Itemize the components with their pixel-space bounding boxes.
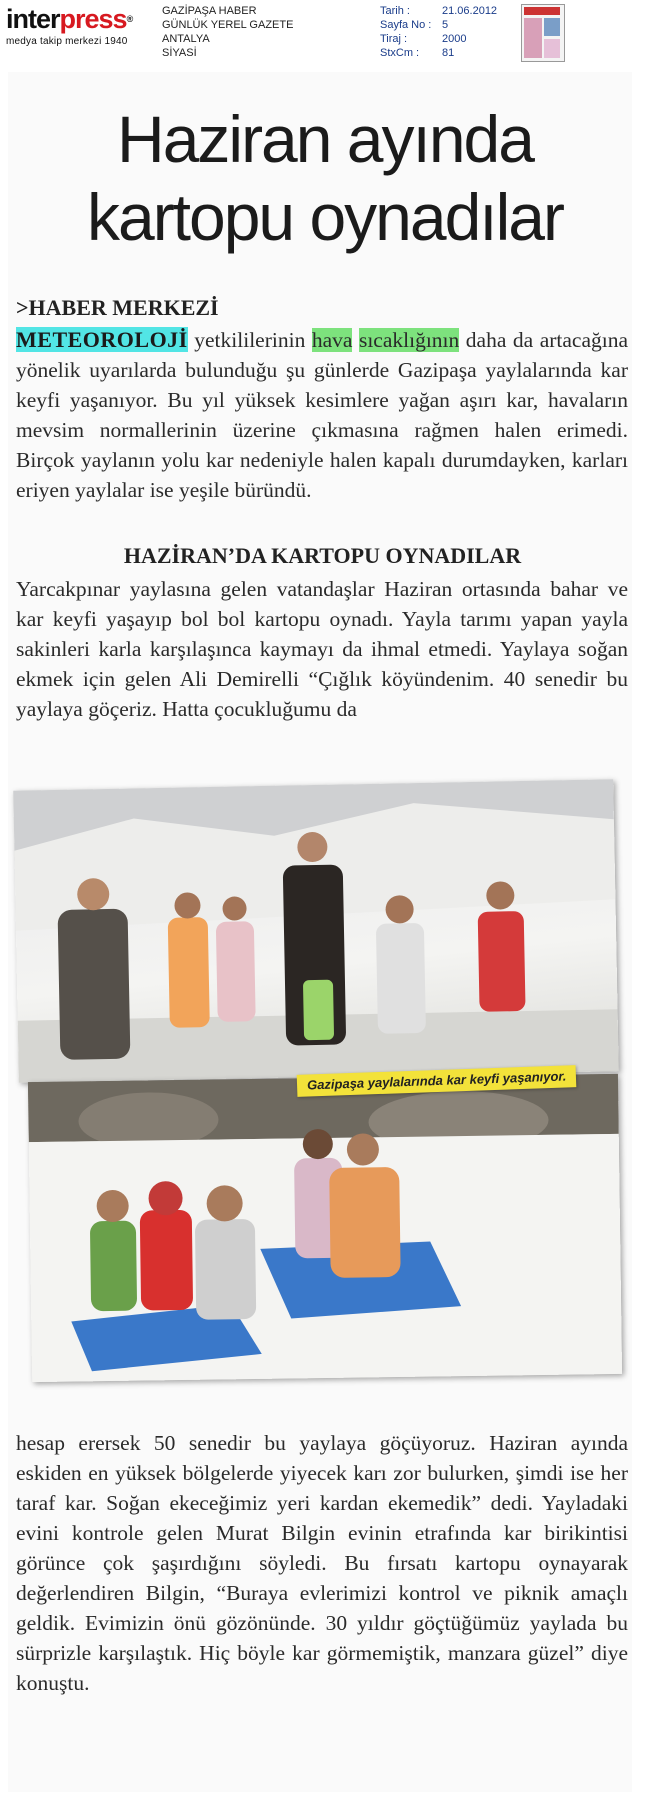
- lead-paragraph: [16, 325, 628, 505]
- headline-line-2: kartopu oynadılar: [87, 180, 563, 254]
- logo-wordmark: [6, 4, 156, 34]
- thumbnail-block: [524, 18, 542, 58]
- meta-key: Sayfa No :: [380, 19, 432, 31]
- lead-text: daha da artacağına yönelik uyarılarda bulunduğu şu günlerde Gazipaşa yaylalarında kar keyfi yaşanıyor. Bu yıl yüksek kesimlere yağan aşırı kar, havaların mevsim normallerinin üzerine çıkmasına rağmen halen erimedi. Birçok yaylanın yolu kar nedeniyle halen kapalı durumdayken, karları eriyen yaylalar ise yeşile büründü.: [16, 328, 629, 502]
- lead-highlight-sicakligi: sıcaklığının: [358, 328, 460, 352]
- clipping-header: [0, 0, 645, 70]
- publication-info: [162, 4, 293, 60]
- photo-caption: Gazipaşa yaylalarında kar keyfi yaşanıyor.: [297, 1065, 577, 1097]
- publication-city: ANTALYA: [162, 33, 210, 45]
- photo-sledding-kids-image: [28, 1074, 622, 1382]
- headline-line-1: Haziran ayında: [117, 102, 533, 176]
- meta-row-page: [380, 18, 497, 32]
- article-dateline: >HABER MERKEZİ: [16, 295, 219, 320]
- logo-inter: inter: [6, 4, 60, 34]
- body-paragraph-1: Yarcakpınar yaylasına gelen vatandaşlar Haziran ortasında bahar ve kar keyfi yaşayıp bol bol kartopu oynadı. Yayla tarımı yapan yayla sakinleri karla karşılaşınca kaymayı da ihmal etmedi. Yaylaya soğan ekmek için gelen Ali Demirelli “Çığlık köyündenim. 40 senedir bu yaylaya göçeriz. Hatta çocukluğumu da: [16, 577, 628, 721]
- logo-press: press: [59, 4, 127, 34]
- logo-tagline: medya takip merkezi 1940: [6, 36, 128, 47]
- publication-category: SİYASİ: [162, 47, 197, 59]
- meta-key: Tiraj :: [380, 33, 408, 45]
- meta-key: Tarih :: [380, 5, 410, 17]
- interpress-logo: [6, 4, 156, 48]
- meta-value: 81: [442, 47, 455, 59]
- page-thumbnail: [521, 4, 565, 62]
- meta-key: StxCm :: [380, 47, 420, 59]
- lead-highlight-hava: hava: [311, 328, 353, 352]
- photo-snow-group: [13, 779, 618, 1082]
- logo-registered-mark: ®: [126, 14, 133, 24]
- thumbnail-block: [544, 39, 560, 58]
- meta-value: 5: [442, 19, 449, 31]
- thumbnail-block: [524, 7, 560, 15]
- publication-name: GAZİPAŞA HABER: [162, 5, 257, 17]
- paper-type: GÜNLÜK YEREL GAZETE: [162, 19, 294, 31]
- thumbnail-block: [544, 18, 560, 36]
- meta-row-stxcm: [380, 46, 497, 60]
- photo-sledding-kids: [28, 1074, 622, 1382]
- article-headline: [20, 100, 630, 256]
- lead-word: yetkililerinin: [194, 328, 306, 352]
- meta-row-circulation: [380, 32, 497, 46]
- body-paragraph-2: hesap erersek 50 senedir bu yaylaya göçüyoruz. Haziran ayında eskiden en yüksek bölgelerde yiyecek karı zor bulurken, şimdi ise her taraf kar. Soğan ekeceğimiz yeri kardan ekemedik” dedi. Yayladaki evini kontrole gelen Murat Bilgin evinin etrafında kar birikintisi görünce çok şaşırdığını söyledi. Bu fırsatı kartopu oynayarak değerlendiren Bilgin, “Buraya evlerimizi kontrol ve piknik amaçlı geldik. Evimizin önü gözönünde. 30 yıldır göçtüğümüz yaylada bu sürprizle karşılaştık. Hiç böyle kar görmemiştik, manzara güzel” diye konuştu.: [16, 1431, 628, 1695]
- meta-value: 21.06.2012: [442, 5, 498, 17]
- lead-highlight-meteoroloji: METEOROLOJİ: [16, 327, 188, 352]
- meta-row-date: [380, 4, 497, 18]
- clipping-meta: [380, 4, 497, 60]
- article-subheading: HAZİRAN’DA KARTOPU OYNADILAR: [123, 543, 522, 568]
- photo-snow-group-image: [13, 779, 618, 1082]
- meta-value: 2000: [442, 33, 467, 45]
